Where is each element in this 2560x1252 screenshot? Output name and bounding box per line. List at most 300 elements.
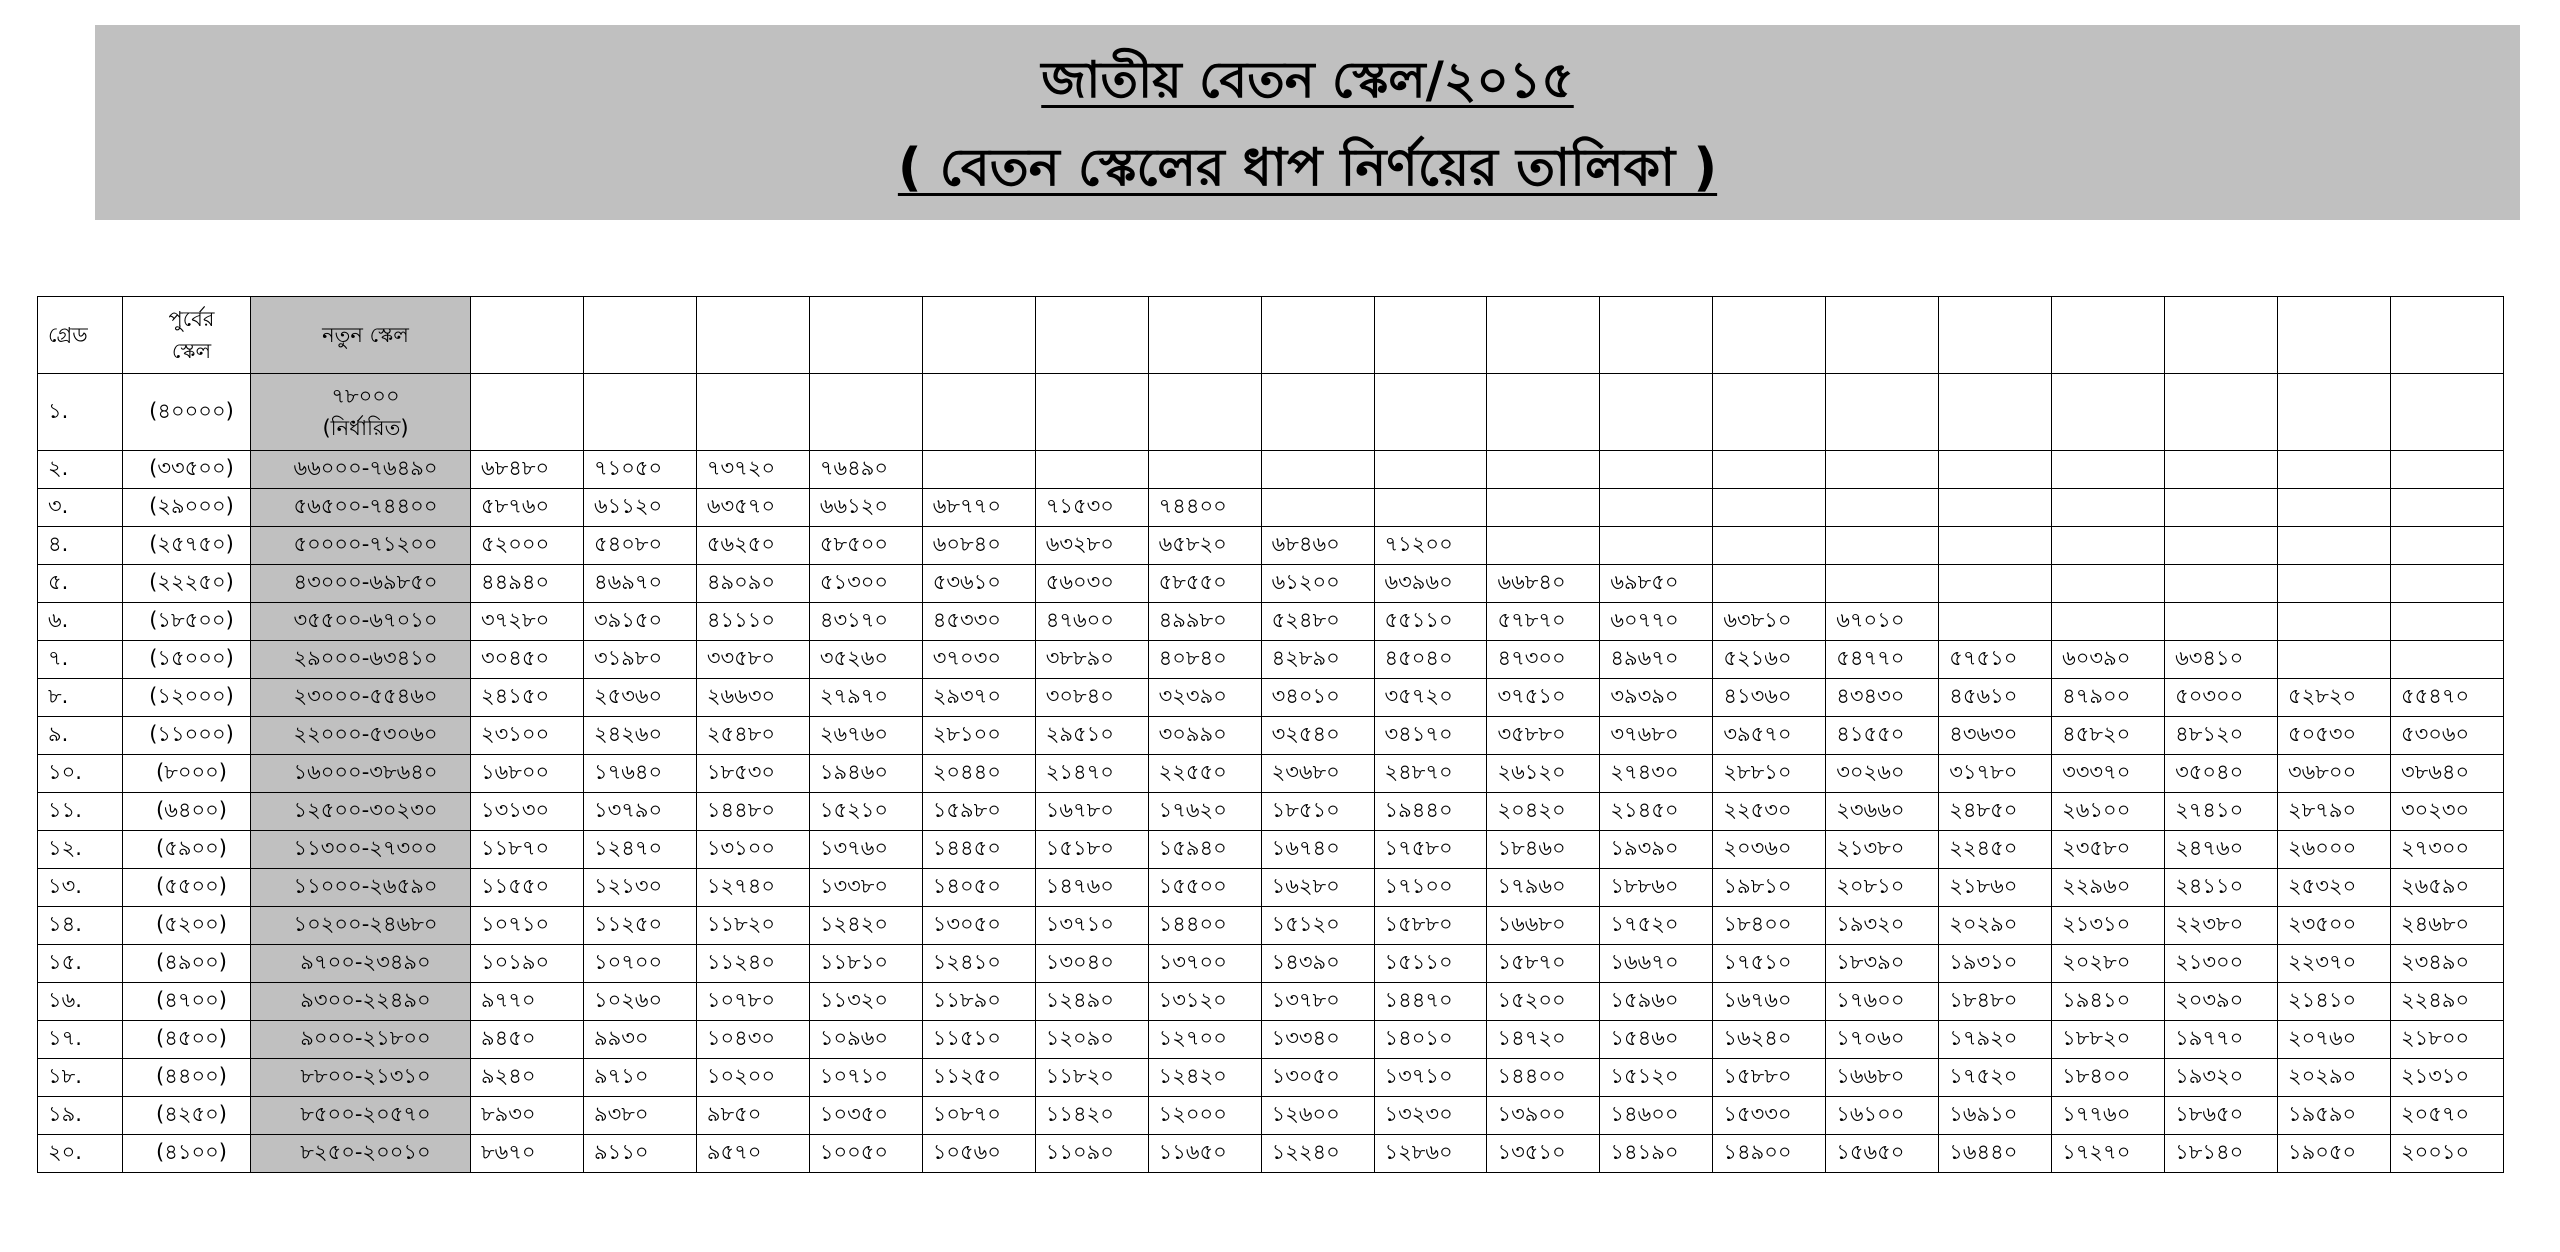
step-cell: ৯২৪০: [471, 1059, 584, 1097]
step-cell: ১৬৭৪০: [1261, 831, 1374, 869]
new-scale-cell: [251, 374, 471, 451]
new-scale-cell: ১২৫০০-৩০২৩০: [251, 793, 471, 831]
step-cell: ১৮৪০০: [1713, 907, 1826, 945]
step-cell: [1374, 451, 1487, 489]
step-cell: ৩১৭৮০: [1939, 755, 2052, 793]
step-cell: ৫২০০০: [471, 527, 584, 565]
previous-scale-cell: (১১০০০): [123, 717, 251, 755]
step-cell: ৪৩১৭০: [809, 603, 922, 641]
new-scale-cell: ৪৩০০০-৬৯৮৫০: [251, 565, 471, 603]
step-cell: ৫৪৭৭০: [1826, 641, 1939, 679]
table-row: [38, 907, 2504, 945]
step-cell: ৯৫৭০: [696, 1135, 809, 1173]
step-cell: ৩৩৩৭০: [2052, 755, 2165, 793]
step-cell: ৩৫৮৮০: [1487, 717, 1600, 755]
step-cell: ৪৬৯৭০: [583, 565, 696, 603]
step-cell: ১৬৬৮০: [1826, 1059, 1939, 1097]
step-cell: ১৬৬৭০: [1600, 945, 1713, 983]
step-cell: ৫৮৭৬০: [471, 489, 584, 527]
step-cell: [1148, 374, 1261, 451]
step-cell: ১০৭১০: [809, 1059, 922, 1097]
step-cell: [1939, 527, 2052, 565]
step-cell: ২৬০০০: [2278, 831, 2391, 869]
step-cell: ২৮১০০: [922, 717, 1035, 755]
step-cell: ২৯৩৭০: [922, 679, 1035, 717]
step-cell: [1713, 451, 1826, 489]
header-step-cell: [1600, 297, 1713, 374]
step-cell: ১৩২৩০: [1374, 1097, 1487, 1135]
step-cell: ১৯৪৪০: [1374, 793, 1487, 831]
step-cell: ৫৬২৫০: [696, 527, 809, 565]
step-cell: ১২৬০০: [1261, 1097, 1374, 1135]
step-cell: ১৩৭৮০: [1261, 983, 1374, 1021]
step-cell: ৩৫২৬০: [809, 641, 922, 679]
previous-scale-cell: (৫৯০০): [123, 831, 251, 869]
step-cell: ১৪০৫০: [922, 869, 1035, 907]
step-cell: [2165, 489, 2278, 527]
step-cell: ৪৩৬৩০: [1939, 717, 2052, 755]
header-step-cell: [696, 297, 809, 374]
step-cell: ২২৩৭০: [2278, 945, 2391, 983]
new-scale-cell: ৩৫৫০০-৬৭০১০: [251, 603, 471, 641]
step-cell: [1939, 603, 2052, 641]
step-cell: ৪৮১২০: [2165, 717, 2278, 755]
step-cell: [2165, 374, 2278, 451]
step-cell: ২২৩৮০: [2165, 907, 2278, 945]
step-cell: ৩৪০১০: [1261, 679, 1374, 717]
step-cell: ৩৭০৩০: [922, 641, 1035, 679]
step-cell: ১৯৫৯০: [2278, 1097, 2391, 1135]
step-cell: ২৪৬৮০: [2390, 907, 2503, 945]
step-cell: ৫২১৬০: [1713, 641, 1826, 679]
step-cell: ৯১১০: [583, 1135, 696, 1173]
step-cell: ১৪৪০০: [1487, 1059, 1600, 1097]
step-cell: ৫০৩০০: [2165, 679, 2278, 717]
step-cell: [2052, 374, 2165, 451]
pay-scale-table: [37, 296, 2504, 1173]
step-cell: ৫০৫৩০: [2278, 717, 2391, 755]
previous-scale-cell: (৪২৫০): [123, 1097, 251, 1135]
previous-scale-cell: (৬৪০০): [123, 793, 251, 831]
step-cell: ১৩৭১০: [1374, 1059, 1487, 1097]
step-cell: [2390, 565, 2503, 603]
step-cell: [2278, 603, 2391, 641]
step-cell: ৫৪০৮০: [583, 527, 696, 565]
table-row: [38, 755, 2504, 793]
header-step-cell: [583, 297, 696, 374]
header-step-cell: [1261, 297, 1374, 374]
new-scale-line2: (নির্ধারিত): [322, 416, 409, 440]
step-cell: ৫১৩০০: [809, 565, 922, 603]
step-cell: ২০৩৯০: [2165, 983, 2278, 1021]
new-scale-cell: ৬৬০০০-৭৬৪৯০: [251, 451, 471, 489]
step-cell: [2390, 489, 2503, 527]
step-cell: ১২৪১০: [922, 945, 1035, 983]
table-row: [38, 869, 2504, 907]
step-cell: [1487, 374, 1600, 451]
step-cell: ৫৬০৩০: [1035, 565, 1148, 603]
previous-scale-cell: (৪৪০০): [123, 1059, 251, 1097]
step-cell: ৬৬৮৪০: [1487, 565, 1600, 603]
step-cell: ৭১২০০: [1374, 527, 1487, 565]
step-cell: ২০২৮০: [2052, 945, 2165, 983]
step-cell: [471, 374, 584, 451]
step-cell: ৪০৮৪০: [1148, 641, 1261, 679]
step-cell: ১৭৯২০: [1939, 1021, 2052, 1059]
step-cell: ১১৫১০: [922, 1021, 1035, 1059]
table-row: [38, 1135, 2504, 1173]
step-cell: ১৭২৭০: [2052, 1135, 2165, 1173]
step-cell: ১৯৪১০: [2052, 983, 2165, 1021]
step-cell: ১২৪৯০: [1035, 983, 1148, 1021]
step-cell: ২৮৭৯০: [2278, 793, 2391, 831]
header-step-cell: [1826, 297, 1939, 374]
previous-scale-cell: (৩৩৫০০): [123, 451, 251, 489]
step-cell: ১০৯৬০: [809, 1021, 922, 1059]
grade-cell: ১৭.: [38, 1021, 123, 1059]
step-cell: ১৭৬৪০: [583, 755, 696, 793]
previous-scale-cell: (৮০০০): [123, 755, 251, 793]
new-scale-cell: ৮৮০০-২১৩১০: [251, 1059, 471, 1097]
grade-cell: ২০.: [38, 1135, 123, 1173]
step-cell: ৪৭৩০০: [1487, 641, 1600, 679]
step-cell: ১৯৭৭০: [2165, 1021, 2278, 1059]
step-cell: ২১৩৮০: [1826, 831, 1939, 869]
step-cell: ১০৭৮০: [696, 983, 809, 1021]
step-cell: ২২৫৩০: [1713, 793, 1826, 831]
step-cell: ১৭৫২০: [1600, 907, 1713, 945]
step-cell: ১২৭৪০: [696, 869, 809, 907]
step-cell: ৫৩০৬০: [2390, 717, 2503, 755]
step-cell: ১৩১৩০: [471, 793, 584, 831]
step-cell: ১৫২১০: [809, 793, 922, 831]
step-cell: ৩৯৫৭০: [1713, 717, 1826, 755]
step-cell: ৬১২০০: [1261, 565, 1374, 603]
step-cell: ১৭৭৬০: [2052, 1097, 2165, 1135]
step-cell: ২৫৩২০: [2278, 869, 2391, 907]
step-cell: ৩৫৭২০: [1374, 679, 1487, 717]
header-step-cell: [1374, 297, 1487, 374]
step-cell: ১০৩৫০: [809, 1097, 922, 1135]
step-cell: ১১৮৯০: [922, 983, 1035, 1021]
new-scale-cell: ৯৩০০-২২৪৯০: [251, 983, 471, 1021]
step-cell: ১০৪৩০: [696, 1021, 809, 1059]
step-cell: ২৭৪৩০: [1600, 755, 1713, 793]
new-scale-cell: ৯০০০-২১৮০০: [251, 1021, 471, 1059]
step-cell: ৪৫০৪০: [1374, 641, 1487, 679]
grade-cell: ১১.: [38, 793, 123, 831]
step-cell: [1826, 451, 1939, 489]
step-cell: ১৪৪০০: [1148, 907, 1261, 945]
grade-cell: ১০.: [38, 755, 123, 793]
table-row: [38, 565, 2504, 603]
step-cell: ৩০৪৫০: [471, 641, 584, 679]
header-step-cell: [1035, 297, 1148, 374]
step-cell: [1261, 489, 1374, 527]
step-cell: ১৩০৫০: [1261, 1059, 1374, 1097]
step-cell: ৩১৯৮০: [583, 641, 696, 679]
step-cell: ২৩৪৯০: [2390, 945, 2503, 983]
step-cell: ৩২৫৪০: [1261, 717, 1374, 755]
page-title: জাতীয় বেতন স্কেল/২০১৫: [1041, 51, 1574, 109]
step-cell: ৩৭৫১০: [1487, 679, 1600, 717]
step-cell: [2165, 527, 2278, 565]
step-cell: ১২০৯০: [1035, 1021, 1148, 1059]
table-row: [38, 793, 2504, 831]
step-cell: ৪৫৩৩০: [922, 603, 1035, 641]
step-cell: ৬০৩৯০: [2052, 641, 2165, 679]
step-cell: ১৫৮৮০: [1713, 1059, 1826, 1097]
page-subtitle: ( বেতন স্কেলের ধাপ নির্ণয়ের তালিকা ): [897, 138, 1718, 198]
new-scale-cell: ৯৭০০-২৩৪৯০: [251, 945, 471, 983]
previous-scale-cell: (৫৫০০): [123, 869, 251, 907]
new-scale-line1: ৭৮০০০: [331, 384, 400, 408]
step-cell: ১৯৩১০: [1939, 945, 2052, 983]
step-cell: ৬৫৮২০: [1148, 527, 1261, 565]
header-step-cell: [809, 297, 922, 374]
step-cell: ১৯০৫০: [2278, 1135, 2391, 1173]
header-step-cell: [1487, 297, 1600, 374]
step-cell: ১৭৫২০: [1939, 1059, 2052, 1097]
step-cell: ১৬৪৪০: [1939, 1135, 2052, 1173]
step-cell: ৬১১২০: [583, 489, 696, 527]
new-scale-cell: ৫৬৫০০-৭৪৪০০: [251, 489, 471, 527]
new-scale-cell: ৫০০০০-৭১২০০: [251, 527, 471, 565]
step-cell: [1487, 527, 1600, 565]
step-cell: ৩৮৬৪০: [2390, 755, 2503, 793]
step-cell: ১৮১৪০: [2165, 1135, 2278, 1173]
table-row: [38, 1097, 2504, 1135]
step-cell: ৪৫৬১০: [1939, 679, 2052, 717]
step-cell: ২৩৬৮০: [1261, 755, 1374, 793]
previous-scale-cell: (১২০০০): [123, 679, 251, 717]
header-previous-line2: স্কেল: [171, 339, 212, 363]
step-cell: [1713, 374, 1826, 451]
step-cell: ২৪১১০: [2165, 869, 2278, 907]
previous-scale-cell: (১৮৫০০): [123, 603, 251, 641]
grade-cell: ৮.: [38, 679, 123, 717]
step-cell: ২১৪৫০: [1600, 793, 1713, 831]
step-cell: ১৫১৮০: [1035, 831, 1148, 869]
title-banner: [95, 25, 2520, 220]
step-cell: ১৮৪৮০: [1939, 983, 2052, 1021]
step-cell: ২২৯৬০: [2052, 869, 2165, 907]
step-cell: ১১৬৫০: [1148, 1135, 1261, 1173]
step-cell: ১১২৪০: [696, 945, 809, 983]
step-cell: ১৫৫০০: [1148, 869, 1261, 907]
step-cell: ১১২৫০: [583, 907, 696, 945]
step-cell: ২১৮৬০: [1939, 869, 2052, 907]
step-cell: ২৫৩৬০: [583, 679, 696, 717]
step-cell: ১৮৬৫০: [2165, 1097, 2278, 1135]
step-cell: ২৩১০০: [471, 717, 584, 755]
step-cell: ৬৮৭৭০: [922, 489, 1035, 527]
step-cell: ১১৮৭০: [471, 831, 584, 869]
step-cell: ২১৪৭০: [1035, 755, 1148, 793]
step-cell: ১৩০৪০: [1035, 945, 1148, 983]
step-cell: [1939, 451, 2052, 489]
header-grade: গ্রেড: [38, 297, 123, 374]
header-step-cell: [2390, 297, 2503, 374]
step-cell: ৪৪৯৪০: [471, 565, 584, 603]
step-cell: ১৮৩৯০: [1826, 945, 1939, 983]
step-cell: ১৬৮০০: [471, 755, 584, 793]
step-cell: ২৪৮৭০: [1374, 755, 1487, 793]
step-cell: ৪৯৬৭০: [1600, 641, 1713, 679]
step-cell: ১২৪২০: [1148, 1059, 1261, 1097]
step-cell: ১৩৭৬০: [809, 831, 922, 869]
table-row: [38, 679, 2504, 717]
step-cell: ৫৮৫০০: [809, 527, 922, 565]
step-cell: ১২৮৬০: [1374, 1135, 1487, 1173]
step-cell: [2165, 565, 2278, 603]
step-cell: [696, 374, 809, 451]
previous-scale-cell: (৪৫০০): [123, 1021, 251, 1059]
step-cell: ২৩৬৬০: [1826, 793, 1939, 831]
table-row: [38, 527, 2504, 565]
step-cell: ১৮৫৩০: [696, 755, 809, 793]
previous-scale-cell: (৪১০০): [123, 1135, 251, 1173]
step-cell: ২০২৯০: [2278, 1059, 2391, 1097]
step-cell: ১৪৭৬০: [1035, 869, 1148, 907]
header-step-cell: [2052, 297, 2165, 374]
step-cell: ২৬৭৬০: [809, 717, 922, 755]
step-cell: ১৩৩৪০: [1261, 1021, 1374, 1059]
step-cell: ৩৪১৭০: [1374, 717, 1487, 755]
step-cell: ২৬১২০: [1487, 755, 1600, 793]
grade-cell: ১৮.: [38, 1059, 123, 1097]
step-cell: ৩৫০৪০: [2165, 755, 2278, 793]
step-cell: [2278, 527, 2391, 565]
step-cell: [1261, 374, 1374, 451]
header-previous-line1: পুর্বের: [168, 307, 215, 331]
step-cell: ২৬৫৯০: [2390, 869, 2503, 907]
step-cell: ১৯৮১০: [1713, 869, 1826, 907]
step-cell: ৪৩৪৩০: [1826, 679, 1939, 717]
previous-scale-cell: (২২২৫০): [123, 565, 251, 603]
step-cell: ১৩৭৯০: [583, 793, 696, 831]
step-cell: ৬৭০১০: [1826, 603, 1939, 641]
header-new-scale: নতুন স্কেল: [251, 297, 471, 374]
step-cell: ২২৪৫০: [1939, 831, 2052, 869]
new-scale-cell: ১০২০০-২৪৬৮০: [251, 907, 471, 945]
step-cell: [2052, 565, 2165, 603]
grade-cell: ৫.: [38, 565, 123, 603]
step-cell: [1035, 451, 1148, 489]
step-cell: ৪১৩৬০: [1713, 679, 1826, 717]
step-cell: ১৪৩৯০: [1261, 945, 1374, 983]
step-cell: ৯৮৫০: [696, 1097, 809, 1135]
step-cell: ৪১১১০: [696, 603, 809, 641]
table-row: [38, 983, 2504, 1021]
step-cell: ৫২৪৮০: [1261, 603, 1374, 641]
step-cell: ১৫৮৮০: [1374, 907, 1487, 945]
grade-cell: ১৯.: [38, 1097, 123, 1135]
step-cell: ১৫১১০: [1374, 945, 1487, 983]
step-cell: ১৭৫১০: [1713, 945, 1826, 983]
step-cell: ৩০৯৯০: [1148, 717, 1261, 755]
grade-cell: ৬.: [38, 603, 123, 641]
step-cell: ২১৩১০: [2390, 1059, 2503, 1097]
step-cell: [2390, 451, 2503, 489]
step-cell: ৬৩৫৭০: [696, 489, 809, 527]
step-cell: ১০৮৭০: [922, 1097, 1035, 1135]
step-cell: ২০৭৬০: [2278, 1021, 2391, 1059]
table-row-grade1: [38, 374, 2504, 451]
step-cell: ১৩৭০০: [1148, 945, 1261, 983]
step-cell: [2052, 527, 2165, 565]
step-cell: [1713, 527, 1826, 565]
step-cell: ১৮৪৬০: [1487, 831, 1600, 869]
step-cell: ৭৩৭২০: [696, 451, 809, 489]
step-cell: ১৪৬০০: [1600, 1097, 1713, 1135]
new-scale-cell: ৮২৫০-২০০১০: [251, 1135, 471, 1173]
step-cell: ১৬৬৮০: [1487, 907, 1600, 945]
grade-cell: ৩.: [38, 489, 123, 527]
step-cell: ৯৪৫০: [471, 1021, 584, 1059]
step-cell: ২১৮০০: [2390, 1021, 2503, 1059]
step-cell: ২৩৫০০: [2278, 907, 2391, 945]
table-row: [38, 945, 2504, 983]
step-cell: ১৮৮২০: [2052, 1021, 2165, 1059]
step-cell: ১৫৮৭০: [1487, 945, 1600, 983]
step-cell: [583, 374, 696, 451]
step-cell: ২১৪১০: [2278, 983, 2391, 1021]
step-cell: [1374, 374, 1487, 451]
step-cell: ১৪৪৭০: [1374, 983, 1487, 1021]
step-cell: ১৪৪৮০: [696, 793, 809, 831]
step-cell: ১০০৫০: [809, 1135, 922, 1173]
step-cell: ১৫২০০: [1487, 983, 1600, 1021]
step-cell: ১৬২৪০: [1713, 1021, 1826, 1059]
step-cell: ১৩৫১০: [1487, 1135, 1600, 1173]
step-cell: ৪৫৮২০: [2052, 717, 2165, 755]
step-cell: ৩০২৬০: [1826, 755, 1939, 793]
step-cell: ২৪২৬০: [583, 717, 696, 755]
step-cell: ২১৩০০: [2165, 945, 2278, 983]
previous-scale-cell: (১৫০০০): [123, 641, 251, 679]
step-cell: ২৭৩০০: [2390, 831, 2503, 869]
step-cell: ১০৭০০: [583, 945, 696, 983]
step-cell: [2052, 489, 2165, 527]
step-cell: ৫৮৫৫০: [1148, 565, 1261, 603]
previous-scale-cell: (৪৯০০): [123, 945, 251, 983]
step-cell: ২৮৮১০: [1713, 755, 1826, 793]
new-scale-cell: ৮৫০০-২০৫৭০: [251, 1097, 471, 1135]
step-cell: ১৭৬০০: [1826, 983, 1939, 1021]
step-cell: ২০৪৪০: [922, 755, 1035, 793]
header-previous-scale: [123, 297, 251, 374]
table-row: [38, 831, 2504, 869]
step-cell: ৩০৮৪০: [1035, 679, 1148, 717]
step-cell: [1826, 527, 1939, 565]
grade-cell: ১২.: [38, 831, 123, 869]
step-cell: [2052, 451, 2165, 489]
step-cell: ১৫৯৮০: [922, 793, 1035, 831]
step-cell: ৯৩৮০: [583, 1097, 696, 1135]
step-cell: ১৭৫৮০: [1374, 831, 1487, 869]
step-cell: ৪৯০৯০: [696, 565, 809, 603]
step-cell: ২২৪৯০: [2390, 983, 2503, 1021]
header-step-cell: [1148, 297, 1261, 374]
step-cell: [2390, 641, 2503, 679]
step-cell: ৭১০৫০: [583, 451, 696, 489]
step-cell: ১১৮২০: [1035, 1059, 1148, 1097]
header-step-cell: [1713, 297, 1826, 374]
step-cell: [922, 374, 1035, 451]
step-cell: ১৮৮৬০: [1600, 869, 1713, 907]
step-cell: ৬৯৮৫০: [1600, 565, 1713, 603]
